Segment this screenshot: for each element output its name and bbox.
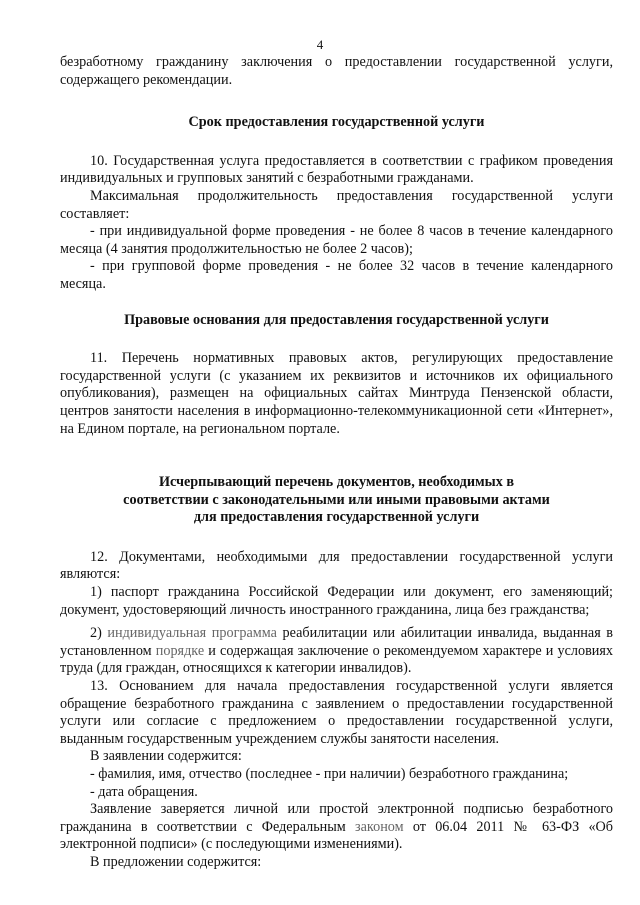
paragraph-10-group: - при групповой форме проведения - не более 32 часов в течение календарного месяца. (60, 258, 613, 292)
paragraph-12-item-1: 1) паспорт гражданина Российской Федерации или документ, его заменяющий; документ, удостоверяющий личность иностранного гражданина, лица без гражданства; (60, 584, 613, 618)
paragraph-13-application: В заявлении содержится: (90, 748, 242, 765)
paragraph-13-fullname: - фамилия, имя, отчество (последнее - при наличии) безработного гражданина; (90, 766, 569, 782)
paragraph-13: 13. Основанием для начала предоставления государственной услуги является обращение безработного гражданина с заявлением о предоставлении государственной услуги или согласие с предложением о предоставлении государственной услуги, выданным государственным учреждением службы занятости населения. (60, 678, 613, 747)
heading-line: соответствии с законодательными или иными правовыми актами (123, 491, 550, 508)
text-fragment: Заявление заверяется личной или простой электронной подписью безработного гражданина в соответствии с Федеральным (60, 801, 613, 835)
section-heading-legal-basis: Правовые основания для предоставления государственной услуги (124, 311, 549, 328)
paragraph-12: 12. Документами, необходимыми для предоставлении государственной услуги являются: (60, 548, 613, 583)
heading-line: для предоставления государственной услуги (193, 509, 480, 526)
page-content (60, 54, 613, 872)
paragraph-13-signature (60, 801, 613, 854)
section-heading-documents (60, 474, 613, 527)
paragraph-10-individual: - при индивидуальной форме проведения - не более 8 часов в течение календарного месяца (4 занятия продолжительностью не более 2 часов); (60, 223, 613, 257)
text-fragment: реабилитации или абилитации инвалида, выданная в установленном (60, 625, 613, 659)
paragraph-12-item-2 (60, 625, 613, 678)
text-fragment: 2) (90, 625, 108, 642)
paragraph-11: 11. Перечень нормативных правовых актов, регулирующих предоставление государственной услуги (с указанием их реквизитов и источников их официального опубликования), размещен на официальных сайтах Минтруда Пензенской области, центров занятости населения в информационно-телекоммуникационной сети «Интернет», на Едином портале, на региональном портале. (60, 350, 613, 437)
section-heading-term: Срок предоставления государственной услуги (188, 114, 485, 131)
faded-text: порядке (155, 642, 205, 659)
faded-text: индивидуальная программа (107, 625, 277, 642)
paragraph-10-duration: Максимальная продолжительность предоставления государственной услуги составляет: (60, 187, 613, 222)
paragraph-13-proposal: В предложении содержится: (90, 853, 262, 870)
heading-line: Исчерпывающий перечень документов, необходимых в (158, 474, 515, 491)
continuation-paragraph: безработному гражданину заключения о предоставлении государственной услуги, содержащего рекомендации. (60, 54, 613, 88)
text-fragment: и содержащая заключение о рекомендуемом характере и условиях труда (для граждан, относящихся к категории инвалидов). (60, 642, 614, 677)
faded-text: законом (355, 818, 404, 835)
page-number: 4 (316, 37, 324, 52)
text-fragment: от 06.04 2011 № 63-ФЗ «Об электронной подписи» (с последующими изменениями). (60, 818, 613, 853)
paragraph-10: 10. Государственная услуга предоставляется в соответствии с графиком проведения индивидуальных и групповых занятий с безработными гражданами. (60, 152, 613, 187)
paragraph-13-date: - дата обращения. (90, 783, 198, 800)
